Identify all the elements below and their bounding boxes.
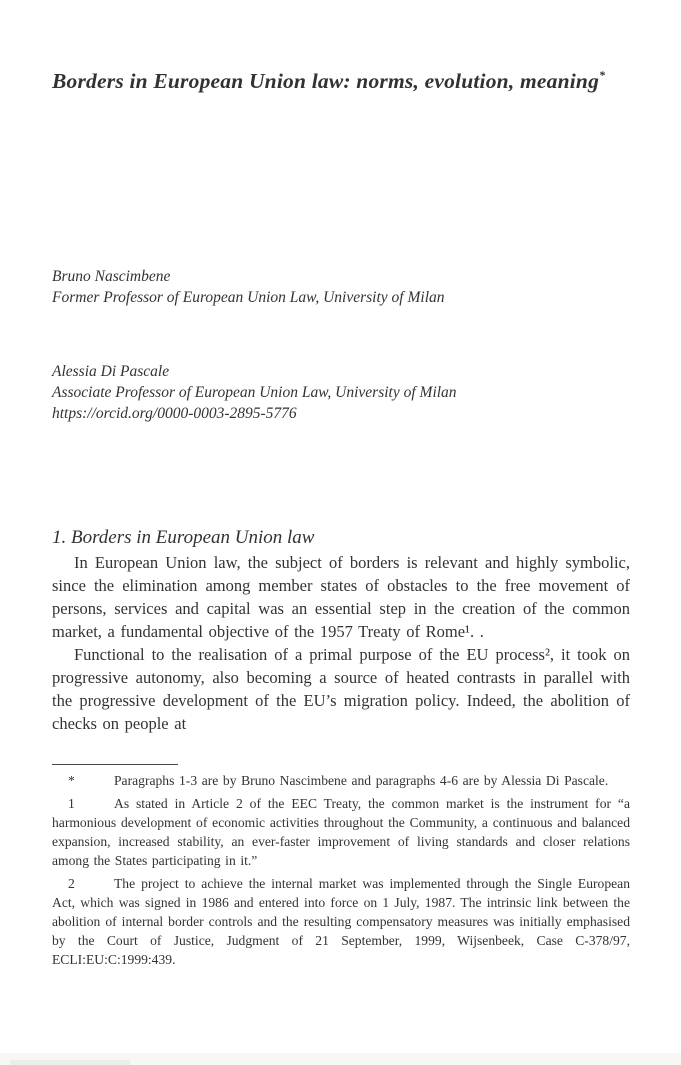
footnote-marker: 2: [68, 876, 75, 891]
body-paragraph: In European Union law, the subject of borders is relevant and highly symbolic, since the elimination among member states of obstacles to the free movement of persons, services and capital was an essential step in the creation of the common market, a fundamental objective of the 1957 Treaty of Rome¹. .: [52, 553, 630, 641]
title-footnote-marker: *: [599, 68, 606, 83]
footnote-marker: *: [68, 773, 75, 788]
page-title: [52, 68, 630, 94]
author-block-second: [52, 361, 630, 424]
author-affiliation: Former Professor of European Union Law, University of Milan: [52, 289, 445, 306]
author-name: Alessia Di Pascale: [52, 363, 170, 380]
author-block-first: [52, 266, 630, 308]
body-paragraph: Functional to the realisation of a primal purpose of the EU process², it took on progressive autonomy, also becoming a source of heated contrasts in parallel with the progressive development of the EU’s migration policy. Indeed, the abolition of checks on people at: [52, 645, 630, 733]
page-bottom-edge: [0, 1053, 681, 1065]
footnote: [52, 794, 630, 870]
page-bottom-edge-shadow: [10, 1060, 130, 1065]
footnote-text: The project to achieve the internal market was implemented through the Single European Act, which was signed in 1986 and entered into force on 1 July, 1987. The intrinsic link between the abolition of internal border controls and the resulting compensatory measures was initially emphasised by the Court of Justice, Judgment of 21 September, 1999, Wijsenbeek, Case C-378/97, ECLI:EU:C:1999:439.: [52, 876, 630, 967]
footnote-text: Paragraphs 1-3 are by Bruno Nascimbene and paragraphs 4-6 are by Alessia Di Pascale.: [114, 773, 609, 788]
footnote: [52, 771, 630, 790]
section-heading: 1. Borders in European Union law: [52, 526, 315, 548]
footnote-text: As stated in Article 2 of the EEC Treaty, the common market is the instrument for “a harmonious development of economic activities throughout the Community, a continuous and balanced expansion, increased stability, an ever-faster improvement of living standards and closer relations among the States participating in it.”: [52, 796, 630, 868]
footnote-separator-rule: [52, 764, 178, 765]
body-text: [52, 551, 630, 735]
footnotes: [52, 771, 630, 973]
author-affiliation: Associate Professor of European Union Law, University of Milan: [52, 384, 457, 401]
footnote-marker: 1: [68, 796, 75, 811]
footnote: [52, 874, 630, 969]
page-title-text: Borders in European Union law: norms, evolution, meaning: [52, 69, 600, 94]
author-orcid-url: https://orcid.org/0000-0003-2895-5776: [52, 405, 297, 422]
author-name: Bruno Nascimbene: [52, 268, 171, 285]
